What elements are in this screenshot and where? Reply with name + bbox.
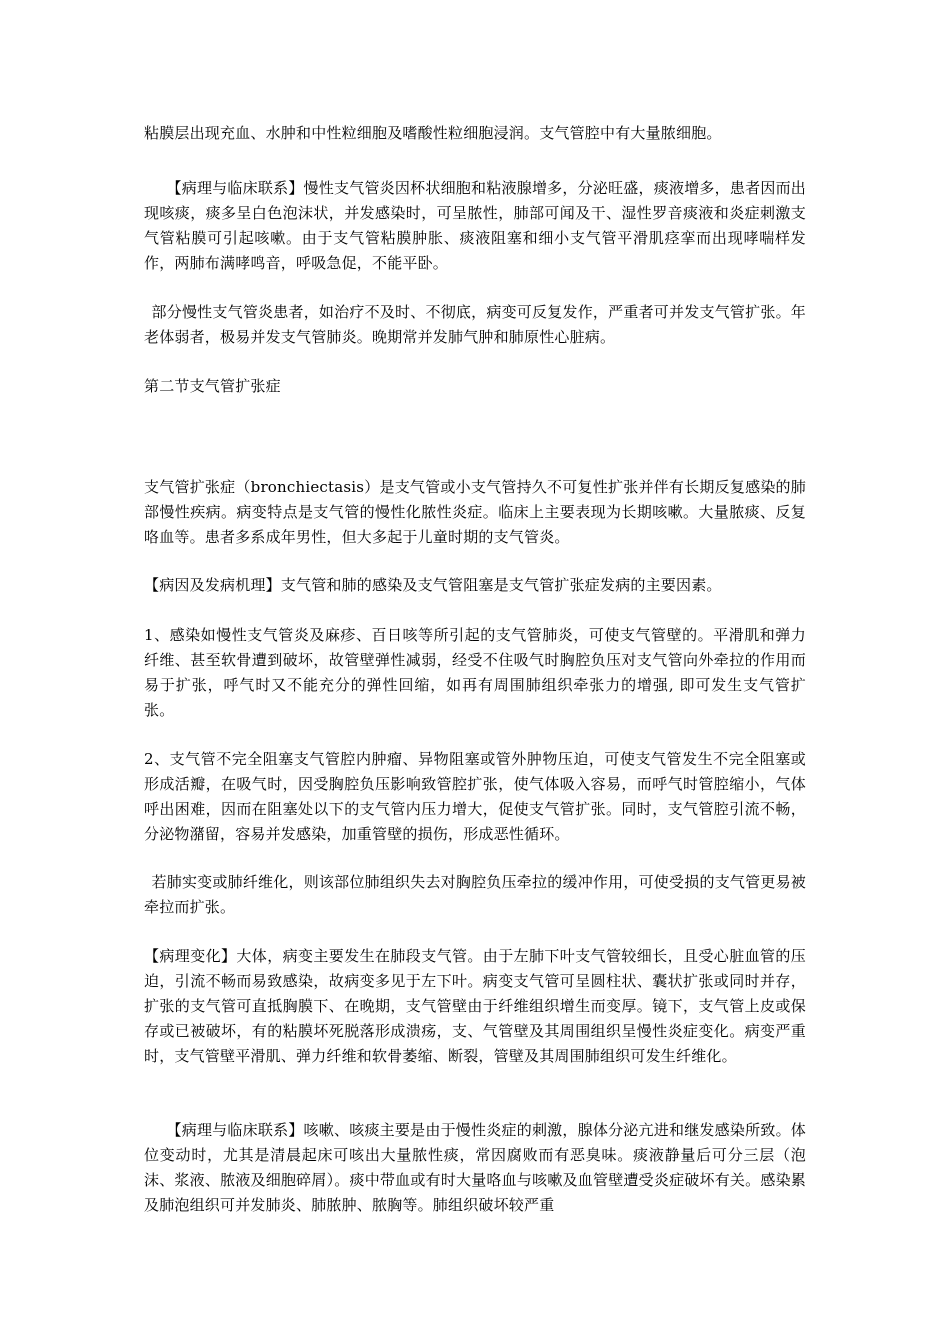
section-heading-bronchiectasis: 第二节支气管扩张症	[144, 377, 281, 395]
paragraph-cause-infection: 1、感染如慢性支气管炎及麻疹、百日咳等所引起的支气管肺炎，可使支气管壁的。平滑肌和弹力纤维、甚至软骨遭到破坏，故管壁弹性减弱，经受不住吸气时胸腔负压对支气管向外牵拉的作用而易于扩张，呼气时又不能充分的弹性回缩，如再有周围肺组织牵张力的增强, 即可发生支气管扩张。	[144, 626, 806, 719]
paragraph-bronchiectasis-definition: 支气管扩张症（bronchiectasis）是支气管或小支气管持久不可复性扩张并伴有长期反复感染的肺部慢性疾病。病变特点是支气管的慢性化脓性炎症。临床上主要表现为长期咳嗽。大量脓痰、反复咯血等。患者多系成年男性，但大多起于儿童时期的支气管炎。	[144, 478, 806, 546]
paragraph-cause-obstruction: 2、支气管不完全阻塞支气管腔内肿瘤、异物阻塞或管外肿物压迫，可使支气管发生不完全阻塞或形成活瓣，在吸气时，因受胸腔负压影响致管腔扩张，使气体吸入容易，而呼气时管腔缩小，气体呼出困难，因而在阻塞处以下的支气管内压力增大，促使支气管扩张。同时，支气管腔引流不畅，分泌物潴留，容易并发感染，加重管壁的损伤，形成恶性循环。	[144, 750, 806, 843]
paragraph-mucosa-inflammation: 粘膜层出现充血、水肿和中性粒细胞及嗜酸性粒细胞浸润。支气管腔中有大量脓细胞。	[144, 124, 722, 142]
paragraph-bronchiectasis-clinical: 【病理与临床联系】咳嗽、咳痰主要是由于慢性炎症的刺激，腺体分泌亢进和继发感染所致。体位变动时，尤其是清晨起床可咳出大量脓性痰，常因腐败而有恶臭味。痰液静量后可分三层（泡沫、浆液、脓液及细胞碎屑）。痰中带血或有时大量咯血与咳嗽及血管壁遭受炎症破坏有关。感染累及肺泡组织可并发肺炎、肺脓肿、脓胸等。肺组织破坏较严重	[144, 1121, 806, 1214]
paragraph-complications: 部分慢性支气管炎患者，如治疗不及时、不彻底，病变可反复发作，严重者可并发支气管扩张。年老体弱者，极易并发支气管肺炎。晚期常并发肺气肿和肺原性心脏病。	[144, 303, 806, 346]
paragraph-lung-fibrosis: 若肺实变或肺纤维化，则该部位肺组织失去对胸腔负压牵拉的缓冲作用，可使受损的支气管更易被牵拉而扩张。	[144, 873, 806, 916]
paragraph-pathological-changes: 【病理变化】大体，病变主要发生在肺段支气管。由于左肺下叶支气管较细长，且受心脏血管的压迫，引流不畅而易致感染，故病变多见于左下叶。病变支气管可呈圆柱状、囊状扩张或同时并存，扩张的支气管可直抵胸膜下、在晚期，支气管壁由于纤维组织增生而变厚。镜下，支气管上皮或保存或已被破坏，有的粘膜坏死脱落形成溃疡，支、气管壁及其周围组织呈慢性炎症变化。病变严重时，支气管壁平滑肌、弹力纤维和软骨萎缩、断裂，管壁及其周围肺组织可发生纤维化。	[144, 947, 806, 1065]
paragraph-etiology-heading: 【病因及发病机理】支气管和肺的感染及支气管阻塞是支气管扩张症发病的主要因素。	[144, 576, 722, 594]
paragraph-chronic-bronchitis-clinical: 【病理与临床联系】慢性支气管炎因杯状细胞和粘液腺增多，分泌旺盛，痰液增多，患者因而出现咳痰，痰多呈白色泡沫状，并发感染时，可呈脓性，肺部可闻及干、湿性罗音痰液和炎症刺激支气管粘膜可引起咳嗽。由于支气管粘膜肿胀、痰液阻塞和细小支气管平滑肌痉挛而出现哮喘样发作，两肺布满哮鸣音，呼吸急促，不能平卧。	[144, 179, 806, 272]
